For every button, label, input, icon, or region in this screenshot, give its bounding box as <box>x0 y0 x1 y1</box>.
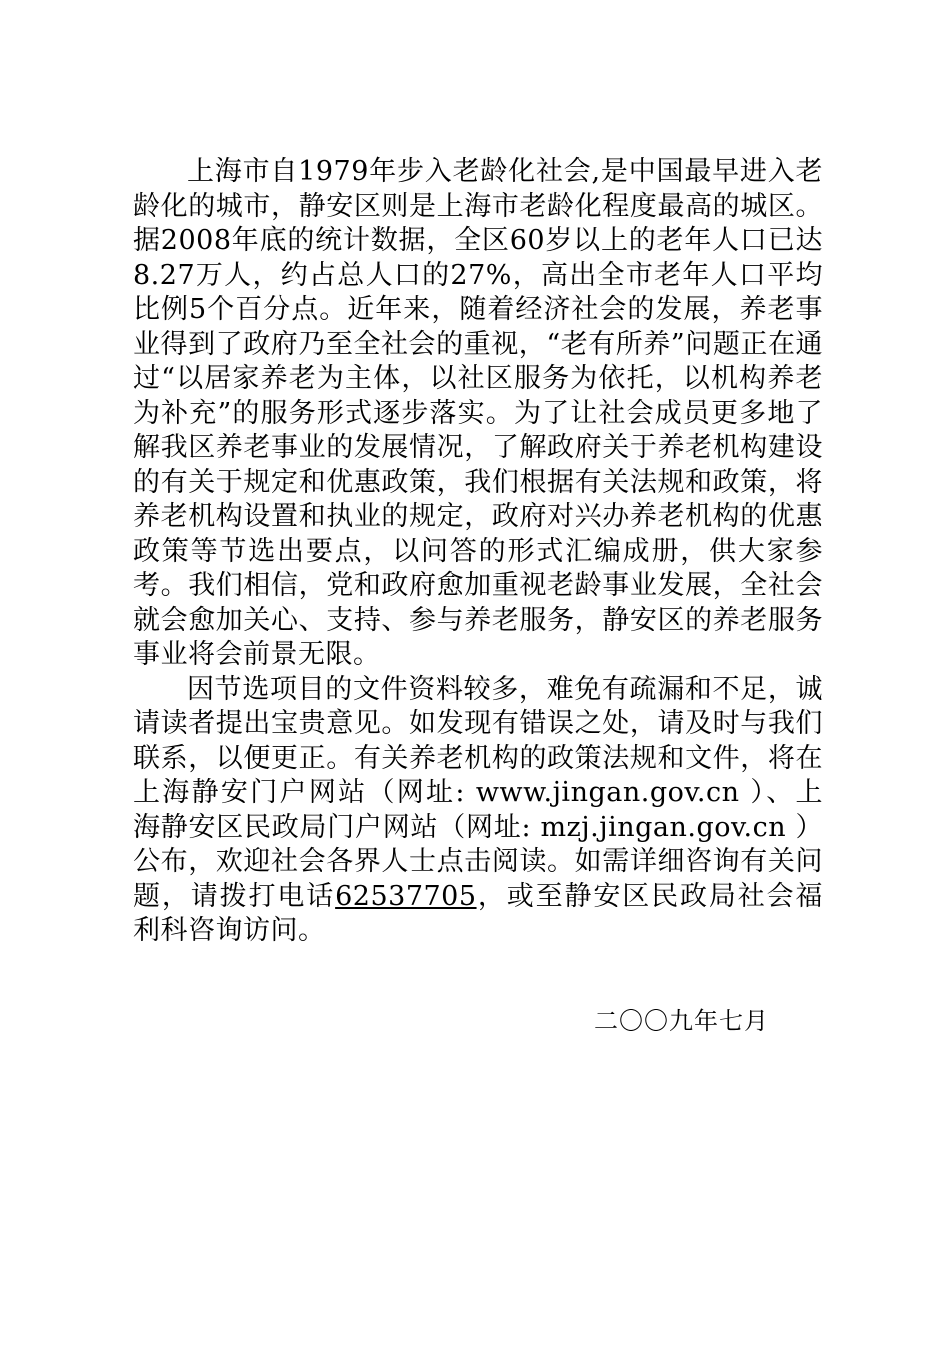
contact-text-before-phone: 因节选项目的文件资料较多，难免有疏漏和不足，诚请读者提出宝贵意见。如发现有错误之处，请及时与我们联系，以便更正。有关养老机构的政策法规和文件，将在上海静安门户网站（网址: www.jingan.gov.cn ）、上海静安区民政局门户网站（网址: mzj.jingan.gov.cn ）公布，欢迎社会各界人士点击阅读。如需详细咨询有关问题，请拨打电话 <box>133 673 823 912</box>
paragraph-contact <box>133 673 823 949</box>
document-date: 二〇〇九年七月 <box>594 1007 769 1035</box>
document-body <box>133 155 823 949</box>
paragraph-intro: 上海市自1979年步入老龄化社会,是中国最早进入老龄化的城市，静安区则是上海市老龄化程度最高的城区。据2008年底的统计数据，全区60岁以上的老年人口已达8.27万人，约占总人口的27%，高出全市老年人口平均比例5个百分点。近年来，随着经济社会的发展，养老事业得到了政府乃至全社会的重视，“老有所养”问题正在通过“以居家养老为主体，以社区服务为依托，以机构养老为补充”的服务形式逐步落实。为了让社会成员更多地了解我区养老事业的发展情况，了解政府关于养老机构建设的有关于规定和优惠政策，我们根据有关法规和政策，将养老机构设置和执业的规定，政府对兴办养老机构的优惠政策等节选出要点，以问答的形式汇编成册，供大家参考。我们相信，党和政府愈加重视老龄事业发展，全社会就会愈加关心、支持、参与养老服务，静安区的养老服务事业将会前景无限。 <box>133 156 823 670</box>
contact-text-after-phone: ，或至静安区民政局社会福利科咨询访问。 <box>133 880 824 946</box>
phone-number: 62537705 <box>335 880 477 912</box>
